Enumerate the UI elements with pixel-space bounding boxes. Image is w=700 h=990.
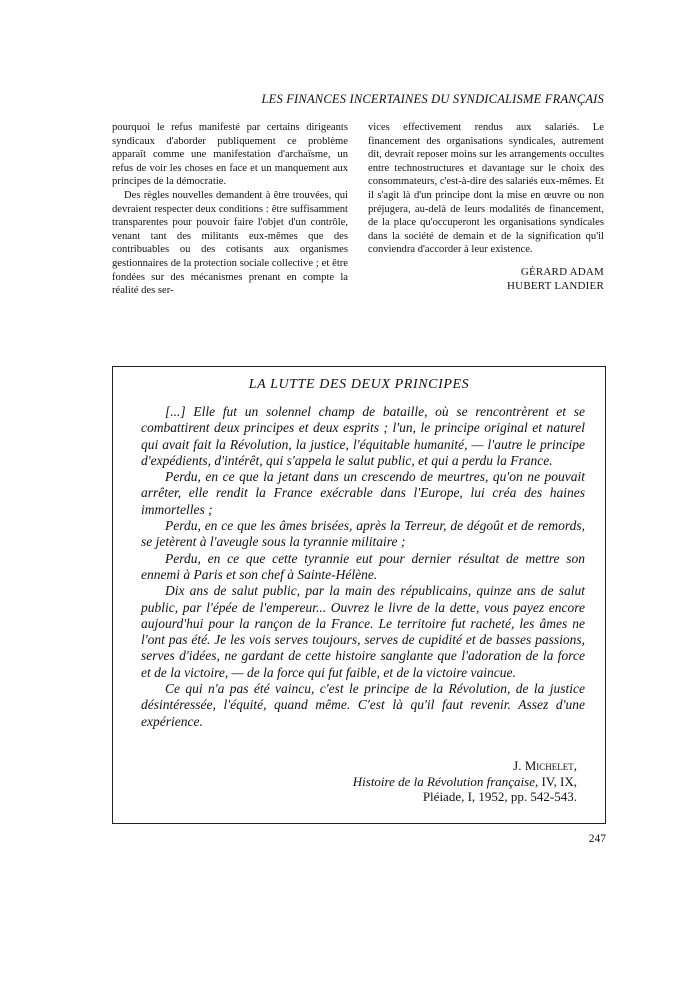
quote-paragraph: [...] Elle fut un solennel champ de bataille, où se rencontrèrent et se combattirent deux principes et deux esprits ; l'un, le principe original et naturel qui avait fait la Révolution, la justice, l'équitable humanité, — l'autre le principe d'expédients, d'intérêt, qui s'appela le salut public, et qui a perdu la France.	[141, 404, 585, 468]
citation-author: J. Michelet,	[513, 758, 577, 773]
author-signatures	[368, 266, 604, 293]
author-name: GÉRARD ADAM	[520, 265, 604, 278]
running-head: LES FINANCES INCERTAINES DU SYNDICALISME FRANÇAIS	[261, 92, 604, 106]
quote-paragraph: Perdu, en ce que cette tyrannie eut pour dernier résultat de mettre son ennemi à Paris et son chef à Sainte-Hélène.	[141, 550, 585, 582]
quote-paragraph: Perdu, en ce que la jetant dans un crescendo de meurtres, qu'on ne pouvait arrêter, elle rendit la France exécrable dans l'Europe, lui créa des haines immortelles ;	[141, 469, 585, 517]
article-paragraph: pourquoi le refus manifesté par certains dirigeants syndicaux d'aborder publiquement ce problème apparaît comme une manifestation d'archaïsme, un refus de voir les choses en face et un manquement aux principes de la démocratie.	[112, 122, 348, 188]
article-paragraph: Des règles nouvelles demandent à être trouvées, qui devraient respecter deux conditions : être suffisamment transparentes pour pouvoir faire l'objet d'un contrôle, venant tant des militants eux-mêmes que des contribuables ou des cotisants aux organismes gestionnaires de la protection sociale collective ; et être fondées sur des mécanismes prenant en compte la réalité des ser-	[112, 189, 348, 297]
quote-paragraph: Ce qui n'a pas été vaincu, c'est le principe de la Révolution, de la justice désintéressée, l'équité, quand même. C'est là qu'il faut revenir. Assez d'une expérience.	[141, 681, 585, 729]
quote-paragraph: Perdu, en ce que les âmes brisées, après la Terreur, de dégoût et de remords, se jetèrent à l'aveugle sous la tyrannie militaire ;	[141, 518, 585, 550]
quotation-text	[141, 404, 585, 730]
article-columns	[112, 121, 604, 298]
box-title: LA LUTTE DES DEUX PRINCIPES	[248, 377, 470, 392]
right-column	[368, 121, 604, 298]
citation-work-line	[353, 774, 577, 790]
citation-edition: Pléiade, I, 1952, pp. 542-543.	[422, 789, 577, 804]
quote-paragraph: Dix ans de salut public, par la main des républicains, quinze ans de salut public, par l'épée de l'empereur... Ouvrez le livre de la dette, vous payez encore aujourd'hui pour la rançon de la France. Le territoire fut racheté, les âmes ne l'ont pas été. Je les vois serves toujours, serves de cupidité et de basses passions, serves d'idées, ne gardant de cette histoire sanglante que l'adoration de la force et de la victoire, — de la force qui fut faible, et de la victoire vaincue.	[141, 583, 585, 680]
citation	[353, 758, 577, 805]
quotation-box	[112, 366, 606, 824]
article-paragraph: vices effectivement rendus aux salariés. Le financement des organisations syndicales, autrement dit, devrait reposer moins sur les arrangements occultes entre technostructures et davantage sur le choix des consommateurs, c'est-à-dire des salariés eux-mêmes. Et il s'agit là d'un principe dont la mise en œuvre ou non préjugera, au-delà de leurs modalités de financement, de la place qu'occuperont les organisations syndicales dans la société de demain et de la signification qu'il conviendra d'accorder à leur existence.	[368, 122, 604, 256]
left-column	[112, 121, 348, 298]
author-name: HUBERT LANDIER	[507, 279, 604, 292]
page-number: 247	[588, 833, 606, 845]
citation-reference: , IV, IX,	[534, 773, 577, 789]
citation-work: Histoire de la Révolution française	[352, 773, 535, 789]
